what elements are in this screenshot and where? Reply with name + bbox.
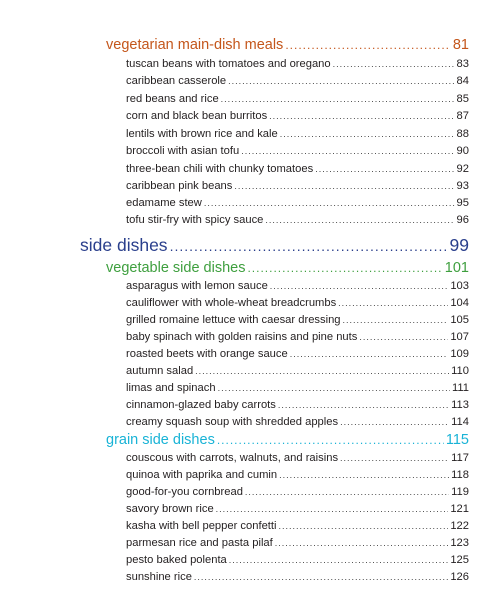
entry-page-number: 83: [456, 58, 469, 70]
entry-title: broccoli with asian tofu: [126, 145, 240, 157]
dot-leader: [340, 418, 449, 427]
dot-leader: [241, 147, 454, 156]
dot-leader: [229, 556, 449, 565]
entry-title: three-bean chili with chunky tomatoes: [126, 163, 314, 175]
dot-leader: [195, 367, 449, 376]
toc-entry: [126, 297, 469, 309]
entry-title: corn and black bean burritos: [126, 110, 268, 122]
dot-leader: [278, 401, 449, 410]
toc-entry: [126, 348, 469, 360]
dot-leader: [247, 262, 442, 274]
entry-title: couscous with carrots, walnuts, and raisins: [126, 452, 339, 464]
dot-leader: [217, 434, 444, 446]
entry-page-number: 111: [451, 382, 469, 394]
entry-page-number: 125: [450, 554, 469, 566]
entry-title: parmesan rice and pasta pilaf: [126, 537, 273, 549]
entry-title: kasha with bell pepper confetti: [126, 520, 277, 532]
entry-title: quinoa with paprika and cumin: [126, 469, 278, 481]
heading-title: grain side dishes: [106, 432, 215, 448]
dot-leader: [279, 471, 449, 480]
entry-title: edamame stew: [126, 197, 202, 209]
dot-leader: [221, 95, 455, 104]
dot-leader: [204, 199, 455, 208]
entry-title: savory brown rice: [126, 503, 214, 515]
dot-leader: [343, 316, 449, 325]
toc-entry: [126, 537, 469, 549]
entry-title: cauliflower with whole-wheat breadcrumbs: [126, 297, 337, 309]
entry-page-number: 105: [450, 314, 469, 326]
toc-entry: [126, 180, 469, 192]
toc-entry: [126, 280, 469, 292]
dot-leader: [228, 77, 454, 86]
toc-entry: [126, 128, 469, 140]
entry-page-number: 119: [451, 486, 469, 498]
section-title: side dishes: [80, 235, 168, 255]
entry-page-number: 88: [456, 128, 469, 140]
toc-entry: [126, 416, 469, 428]
dot-leader: [270, 282, 449, 291]
dot-leader: [279, 522, 449, 531]
entry-page-number: 126: [450, 571, 469, 583]
toc-entry: [126, 197, 469, 209]
toc-entry: [126, 382, 469, 394]
entry-title: autumn salad: [126, 365, 194, 377]
entry-title: red beans and rice: [126, 93, 219, 105]
entry-page-number: 87: [456, 110, 469, 122]
dot-leader: [290, 350, 449, 359]
entry-title: limas and spinach: [126, 382, 216, 394]
toc-entry: [126, 469, 469, 481]
dot-leader: [275, 539, 449, 548]
heading-title: vegetarian main-dish meals: [106, 37, 284, 53]
entry-page-number: 113: [451, 399, 469, 411]
toc-entry: [126, 365, 469, 377]
entry-page-number: 95: [456, 197, 469, 209]
toc-entry: [126, 503, 469, 515]
entry-page-number: 117: [451, 452, 469, 464]
entry-page-number: 92: [456, 163, 469, 175]
dot-leader: [338, 299, 448, 308]
toc-heading-grain-side-dishes: [106, 432, 469, 448]
dot-leader: [265, 216, 454, 225]
dot-leader: [234, 182, 454, 191]
dot-leader: [269, 112, 454, 121]
entry-page-number: 104: [450, 297, 469, 309]
toc-entry: [126, 75, 469, 87]
dot-leader: [359, 333, 448, 342]
toc-entry: [126, 520, 469, 532]
toc-entry: [126, 486, 469, 498]
dot-leader: [194, 573, 448, 582]
heading-title: vegetable side dishes: [106, 260, 246, 276]
dot-leader: [285, 39, 451, 51]
toc-section-side-dishes: [80, 235, 469, 256]
entry-page-number: 123: [450, 537, 469, 549]
entry-page-number: 107: [450, 331, 469, 343]
entry-page-number: 90: [456, 145, 469, 157]
entry-title: asparagus with lemon sauce: [126, 280, 268, 292]
dot-leader: [245, 488, 449, 497]
entry-title: creamy squash soup with shredded apples: [126, 416, 339, 428]
toc-entry: [126, 110, 469, 122]
dot-leader: [315, 165, 454, 174]
toc-entry: [126, 331, 469, 343]
toc-entry: [126, 58, 469, 70]
entry-title: good-for-you cornbread: [126, 486, 243, 498]
entry-page-number: 84: [456, 75, 469, 87]
dot-leader: [340, 454, 449, 463]
entry-page-number: 93: [456, 180, 469, 192]
entry-page-number: 121: [450, 503, 469, 515]
dot-leader: [280, 130, 455, 139]
heading-page-number: 115: [445, 432, 469, 448]
entry-title: lentils with brown rice and kale: [126, 128, 278, 140]
entry-page-number: 109: [450, 348, 469, 360]
entry-title: sunshine rice: [126, 571, 192, 583]
entry-page-number: 103: [450, 280, 469, 292]
toc-entry: [126, 571, 469, 583]
entry-title: tofu stir-fry with spicy sauce: [126, 214, 264, 226]
toc-entry: [126, 554, 469, 566]
entry-title: tuscan beans with tomatoes and oregano: [126, 58, 331, 70]
entry-page-number: 114: [451, 416, 469, 428]
toc-entry: [126, 163, 469, 175]
entry-title: cinnamon-glazed baby carrots: [126, 399, 276, 411]
heading-page-number: 101: [444, 260, 469, 276]
entry-page-number: 118: [451, 469, 469, 481]
toc-entry: [126, 93, 469, 105]
dot-leader: [218, 384, 450, 393]
entry-title: roasted beets with orange sauce: [126, 348, 288, 360]
entry-title: pesto baked polenta: [126, 554, 227, 566]
entry-page-number: 122: [450, 520, 469, 532]
dot-leader: [216, 505, 449, 514]
toc-entry: [126, 214, 469, 226]
dot-leader: [333, 60, 455, 69]
toc-heading-vegetarian-main-dish-meals: [106, 37, 469, 53]
toc-entry: [126, 399, 469, 411]
entry-title: baby spinach with golden raisins and pine nuts: [126, 331, 358, 343]
toc-entry: [126, 452, 469, 464]
toc-entry: [126, 145, 469, 157]
section-page-number: 99: [449, 235, 469, 255]
entry-page-number: 110: [451, 365, 469, 377]
entry-title: grilled romaine lettuce with caesar dressing: [126, 314, 341, 326]
entry-title: caribbean pink beans: [126, 180, 233, 192]
dot-leader: [170, 239, 448, 253]
toc-heading-vegetable-side-dishes: [106, 260, 469, 276]
heading-page-number: 81: [452, 37, 469, 53]
entry-page-number: 96: [456, 214, 469, 226]
toc-entry: [126, 314, 469, 326]
entry-title: caribbean casserole: [126, 75, 227, 87]
entry-page-number: 85: [456, 93, 469, 105]
